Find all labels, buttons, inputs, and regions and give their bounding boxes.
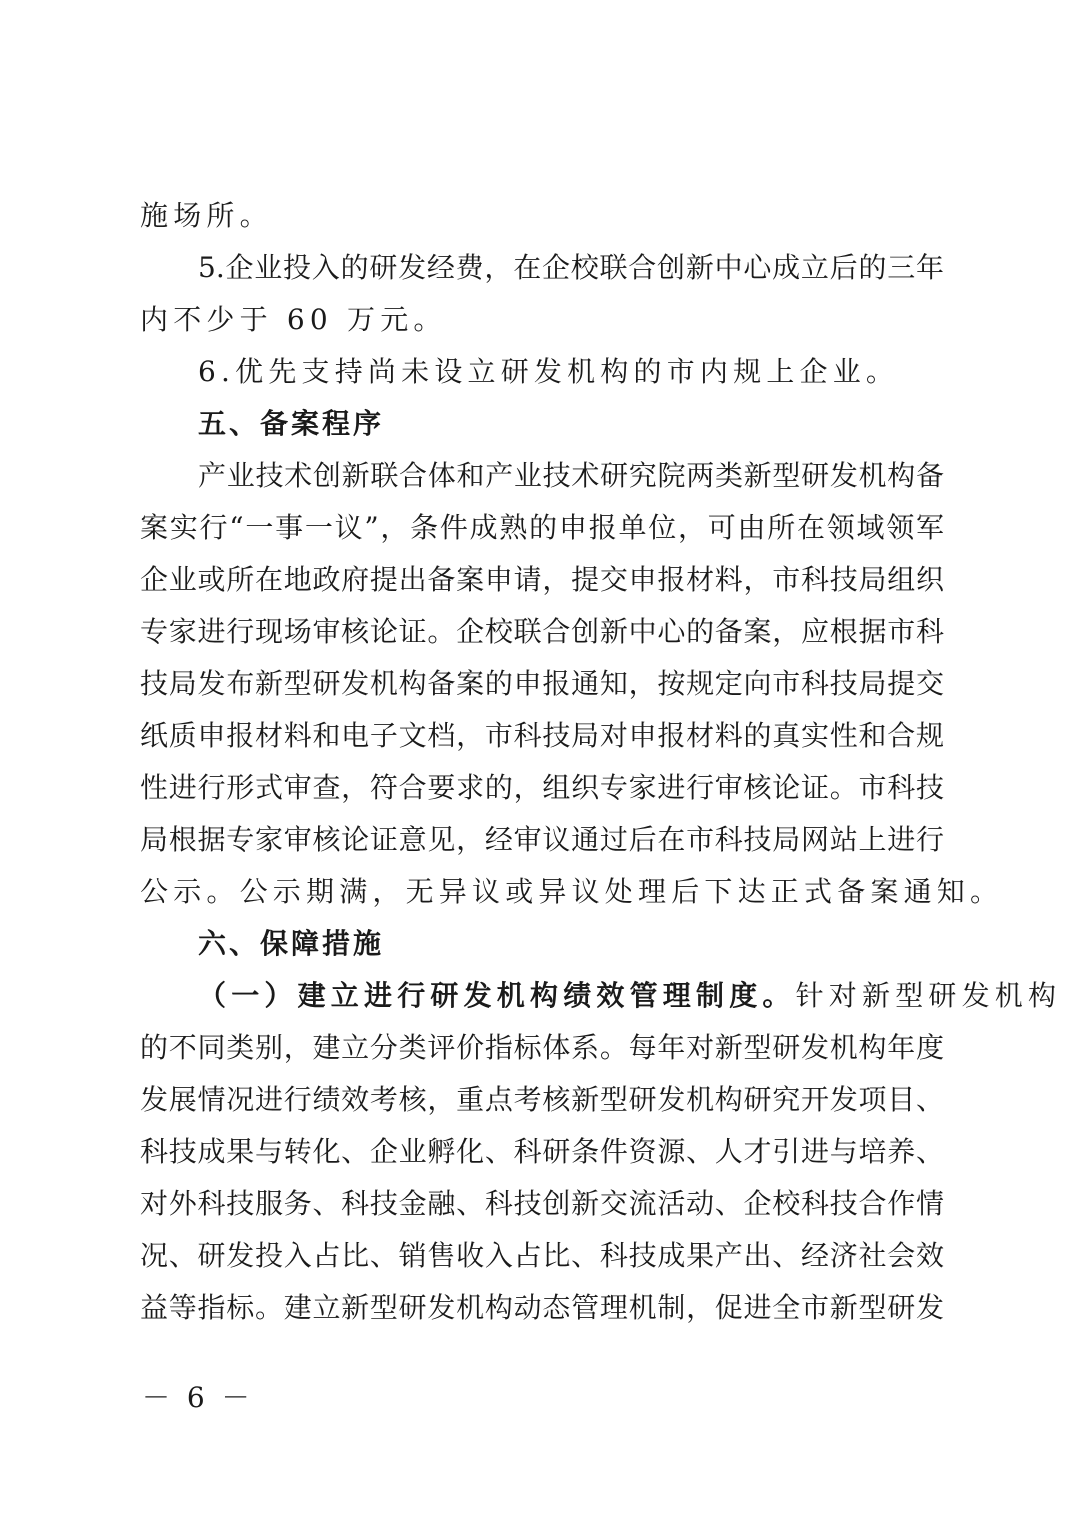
paragraph-line: 况、研发投入占比、销售收入占比、科技成果产出、经济社会效 <box>140 1239 944 1272</box>
page-number: － 6 － <box>142 1381 254 1414</box>
paragraph-line: 施场所。 <box>140 199 273 232</box>
paragraph-line: 企业或所在地政府提出备案申请，提交申报材料，市科技局组织 <box>140 563 944 596</box>
subsection-line <box>140 970 1062 1022</box>
paragraph-line: 的不同类别，建立分类评价指标体系。每年对新型研发机构年度 <box>140 1031 944 1064</box>
subsection-title: （一）建立进行研发机构绩效管理制度。 <box>198 979 796 1012</box>
section-heading: 六、保障措施 <box>198 927 385 960</box>
paragraph-line: 局根据专家审核论证意见，经审议通过后在市科技局网站上进行 <box>140 823 944 856</box>
paragraph-line: 公示。公示期满，无异议或异议处理后下达正式备案通知。 <box>140 875 1004 908</box>
paragraph-line: 纸质申报材料和电子文档，市科技局对申报材料的真实性和合规 <box>140 719 944 752</box>
section-heading: 五、备案程序 <box>198 407 385 440</box>
paragraph-line: 5.企业投入的研发经费，在企校联合创新中心成立后的三年 <box>198 251 944 284</box>
paragraph-line: 产业技术创新联合体和产业技术研究院两类新型研发机构备 <box>198 459 944 492</box>
paragraph-line: 益等指标。建立新型研发机构动态管理机制，促进全市新型研发 <box>140 1291 944 1324</box>
paragraph-line: 案实行“一事一议”，条件成熟的申报单位，可由所在领域领军 <box>140 511 944 544</box>
paragraph-line: 性进行形式审查，符合要求的，组织专家进行审核论证。市科技 <box>140 771 944 804</box>
paragraph-line: 内不少于 60 万元。 <box>140 303 447 336</box>
body-text <box>140 190 1062 1334</box>
paragraph-line: 对外科技服务、科技金融、科技创新交流活动、企校科技合作情 <box>140 1187 944 1220</box>
paragraph-line: 技局发布新型研发机构备案的申报通知，按规定向市科技局提交 <box>140 667 944 700</box>
paragraph-line: 专家进行现场审核论证。企校联合创新中心的备案，应根据市科 <box>140 615 944 648</box>
paragraph-line: 6.优先支持尚未设立研发机构的市内规上企业。 <box>198 355 900 388</box>
paragraph-line: 发展情况进行绩效考核，重点考核新型研发机构研究开发项目、 <box>140 1083 944 1116</box>
paragraph-line: 科技成果与转化、企业孵化、科研条件资源、人才引进与培养、 <box>140 1135 944 1168</box>
subsection-text: 针对新型研发机构 <box>795 979 1062 1012</box>
